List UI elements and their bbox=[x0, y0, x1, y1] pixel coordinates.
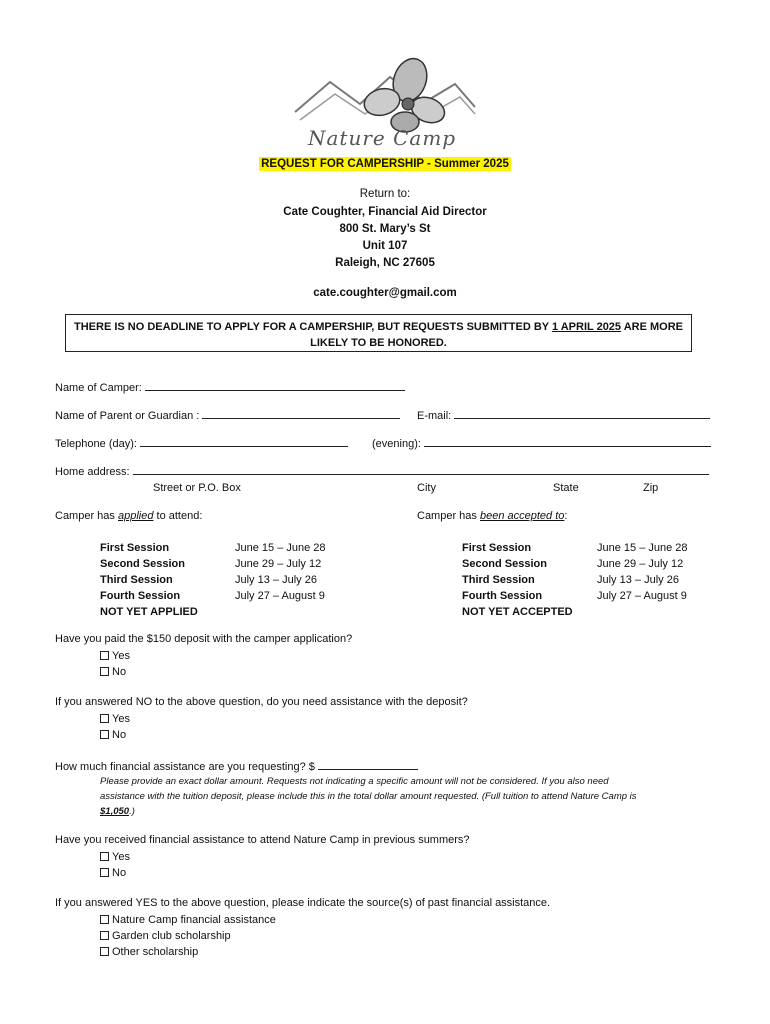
email-label: E-mail: bbox=[417, 410, 452, 422]
home-address-field[interactable] bbox=[133, 464, 709, 475]
accepted-heading bbox=[417, 510, 567, 522]
city-caption: City bbox=[417, 482, 436, 494]
applied-session-1[interactable] bbox=[100, 540, 198, 556]
logo-text: Nature Camp bbox=[308, 126, 457, 150]
session-label: First Session bbox=[462, 542, 532, 554]
checkbox-icon[interactable] bbox=[100, 868, 109, 877]
none-label: NOT YET ACCEPTED bbox=[462, 606, 573, 618]
checkbox-icon[interactable] bbox=[100, 667, 109, 676]
q1-yes-option[interactable] bbox=[100, 648, 130, 664]
camper-name-label: Name of Camper: bbox=[55, 382, 142, 394]
tel-evening-field[interactable] bbox=[424, 436, 711, 447]
accepted-none[interactable] bbox=[462, 604, 573, 620]
q5-options bbox=[100, 912, 276, 960]
option-label: Nature Camp financial assistance bbox=[112, 914, 276, 926]
amount-field[interactable] bbox=[318, 759, 418, 770]
session-dates: June 15 – June 28 bbox=[235, 542, 326, 554]
checkbox-icon[interactable] bbox=[100, 931, 109, 940]
session-dates: July 13 – July 26 bbox=[235, 574, 317, 586]
deadline-notice bbox=[65, 314, 692, 352]
option-label: Garden club scholarship bbox=[112, 930, 231, 942]
accepted-session-4[interactable] bbox=[462, 588, 573, 604]
checkbox-icon[interactable] bbox=[100, 947, 109, 956]
return-email: cate.coughter@gmail.com bbox=[313, 287, 457, 299]
zip-caption: Zip bbox=[643, 482, 659, 494]
accepted-sessions bbox=[462, 540, 573, 620]
email-row bbox=[417, 408, 710, 422]
checkbox-icon[interactable] bbox=[100, 714, 109, 723]
camper-name-row bbox=[55, 380, 405, 394]
tel-evening-label: (evening): bbox=[372, 438, 421, 450]
applied-none[interactable] bbox=[100, 604, 198, 620]
session-dates: July 27 – August 9 bbox=[235, 590, 325, 602]
home-address-label: Home address: bbox=[55, 466, 130, 478]
parent-row bbox=[55, 408, 400, 422]
applied-emph: applied bbox=[117, 510, 154, 522]
q2-no-option[interactable] bbox=[100, 727, 130, 743]
applied-suffix: to attend: bbox=[153, 510, 203, 522]
camper-name-field[interactable] bbox=[145, 380, 405, 391]
q2-options bbox=[100, 711, 130, 743]
question-amount-row bbox=[55, 759, 418, 773]
session-dates: June 15 – June 28 bbox=[597, 542, 688, 554]
applied-heading bbox=[55, 510, 202, 522]
tuition-amount: $1,050 bbox=[100, 806, 130, 817]
state-caption: State bbox=[553, 482, 579, 494]
applied-prefix: Camper has bbox=[55, 510, 118, 522]
question-deposit: Have you paid the $150 deposit with the camper application? bbox=[55, 633, 353, 645]
option-label: Other scholarship bbox=[112, 946, 199, 958]
amount-note-line-1: Please provide an exact dollar amount. Requests not indicating a specific amount will not be considered. If you also need bbox=[100, 776, 609, 787]
accepted-emph: been accepted to bbox=[479, 510, 565, 522]
accepted-session-3[interactable] bbox=[462, 572, 573, 588]
notice-text-before: THERE IS NO DEADLINE TO APPLY FOR A CAMPERSHIP, BUT REQUESTS SUBMITTED BY bbox=[74, 321, 552, 333]
q1-no-option[interactable] bbox=[100, 664, 130, 680]
session-dates: July 27 – August 9 bbox=[597, 590, 687, 602]
session-label: Third Session bbox=[100, 574, 173, 586]
accepted-suffix: : bbox=[564, 510, 568, 522]
return-line-2: 800 St. Mary’s St bbox=[339, 223, 431, 235]
checkbox-icon[interactable] bbox=[100, 730, 109, 739]
title-wrap bbox=[0, 157, 770, 171]
amount-note bbox=[100, 774, 700, 819]
session-dates: June 29 – July 12 bbox=[597, 558, 684, 570]
q4-options bbox=[100, 849, 130, 881]
tel-day-field[interactable] bbox=[140, 436, 348, 447]
session-label: Second Session bbox=[462, 558, 547, 570]
question-previous-aid: Have you received financial assistance to attend Nature Camp in previous summers? bbox=[55, 834, 470, 846]
applied-session-4[interactable] bbox=[100, 588, 198, 604]
tel-evening-row bbox=[372, 436, 711, 450]
applied-dates bbox=[235, 540, 326, 604]
option-label: Yes bbox=[112, 713, 130, 725]
checkbox-icon[interactable] bbox=[100, 852, 109, 861]
nature-camp-logo bbox=[290, 52, 480, 152]
option-label: Yes bbox=[112, 650, 130, 662]
source-nature-camp-option[interactable] bbox=[100, 912, 276, 928]
none-label: NOT YET APPLIED bbox=[100, 606, 198, 618]
return-line-3: Unit 107 bbox=[362, 240, 408, 252]
session-label: Fourth Session bbox=[462, 590, 543, 602]
question-aid-sources: If you answered YES to the above question, please indicate the source(s) of past financial assistance. bbox=[55, 897, 551, 909]
street-caption: Street or P.O. Box bbox=[153, 482, 241, 494]
source-garden-club-option[interactable] bbox=[100, 928, 276, 944]
return-to-label: Return to: bbox=[359, 188, 411, 200]
accepted-dates bbox=[597, 540, 688, 604]
applied-sessions bbox=[100, 540, 198, 620]
session-label: First Session bbox=[100, 542, 170, 554]
option-label: No bbox=[112, 666, 127, 678]
source-other-option[interactable] bbox=[100, 944, 276, 960]
tel-day-label: Telephone (day): bbox=[55, 438, 137, 450]
session-dates: July 13 – July 26 bbox=[597, 574, 679, 586]
session-label: Fourth Session bbox=[100, 590, 181, 602]
checkbox-icon[interactable] bbox=[100, 915, 109, 924]
parent-label: Name of Parent or Guardian : bbox=[55, 410, 200, 422]
q4-yes-option[interactable] bbox=[100, 849, 130, 865]
applied-session-2[interactable] bbox=[100, 556, 198, 572]
parent-name-field[interactable] bbox=[202, 408, 400, 419]
form-title: REQUEST FOR CAMPERSHIP - Summer 2025 bbox=[261, 158, 509, 170]
q4-no-option[interactable] bbox=[100, 865, 130, 881]
accepted-prefix: Camper has bbox=[417, 510, 480, 522]
session-label: Second Session bbox=[100, 558, 185, 570]
email-field[interactable] bbox=[454, 408, 710, 419]
accepted-session-2[interactable] bbox=[462, 556, 573, 572]
option-label: No bbox=[112, 729, 127, 741]
option-label: Yes bbox=[112, 851, 130, 863]
notice-date: 1 APRIL 2025 bbox=[551, 321, 622, 333]
question-deposit-assistance: If you answered NO to the above question, do you need assistance with the deposit? bbox=[55, 696, 468, 708]
session-label: Third Session bbox=[462, 574, 535, 586]
amount-note-end: .) bbox=[129, 806, 135, 817]
home-address-row bbox=[55, 464, 709, 478]
q2-yes-option[interactable] bbox=[100, 711, 130, 727]
session-dates: June 29 – July 12 bbox=[235, 558, 322, 570]
notice-text-after: ARE MORE LIKELY TO BE HONORED. bbox=[310, 321, 683, 349]
accepted-session-1[interactable] bbox=[462, 540, 573, 556]
tel-day-row bbox=[55, 436, 348, 450]
return-line-1: Cate Coughter, Financial Aid Director bbox=[283, 206, 487, 218]
checkbox-icon[interactable] bbox=[100, 651, 109, 660]
amount-note-line-2: assistance with the tuition deposit, please include this in the total dollar amount requested. (Full tuition to attend Nature Camp is bbox=[100, 791, 637, 802]
question-amount: How much financial assistance are you requesting? $ bbox=[55, 761, 315, 773]
option-label: No bbox=[112, 867, 127, 879]
q1-options bbox=[100, 648, 130, 680]
return-line-4: Raleigh, NC 27605 bbox=[335, 257, 435, 269]
applied-session-3[interactable] bbox=[100, 572, 198, 588]
